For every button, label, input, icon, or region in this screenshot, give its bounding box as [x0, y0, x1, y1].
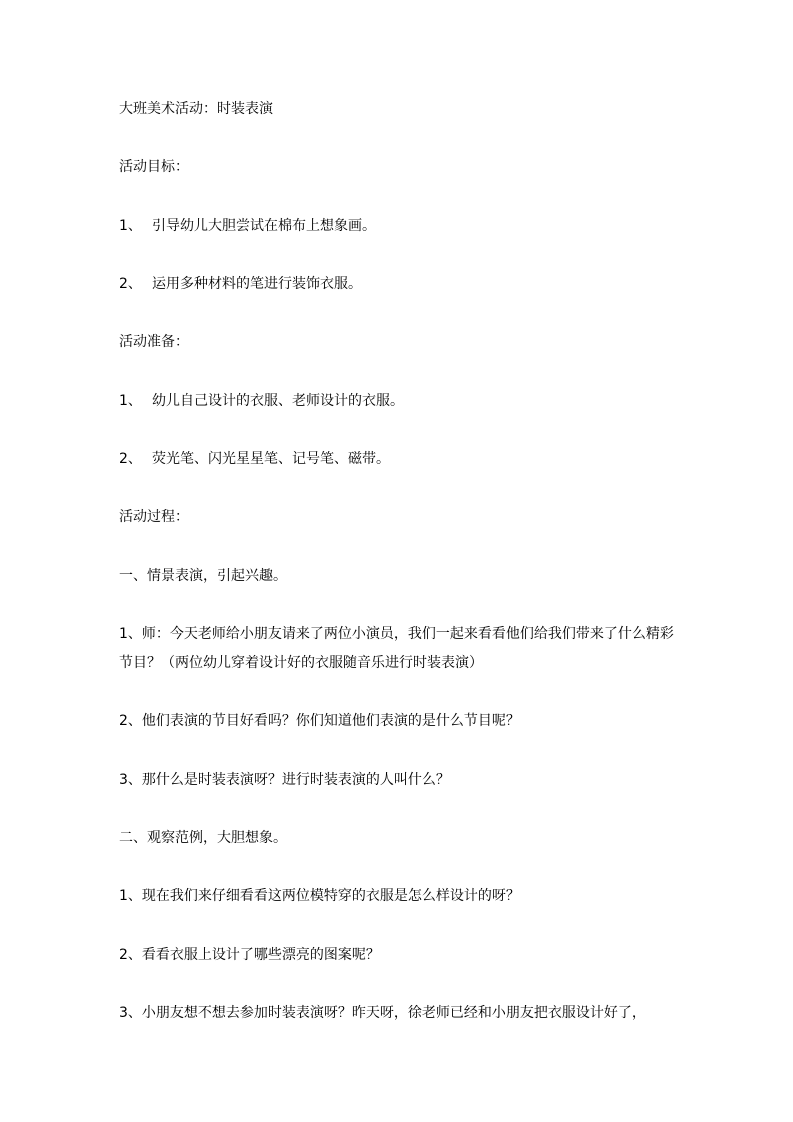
- process-item: 1、现在我们来仔细看看这两位模特穿的衣服是怎么样设计的呀？: [119, 888, 520, 904]
- goal-number: 2、: [119, 276, 142, 292]
- process-item: 3、小朋友想不想去参加时装表演呀？昨天呀，徐老师已经和小朋友把衣服设计好了，: [119, 1005, 646, 1021]
- process-item: 2、看看衣服上设计了哪些漂亮的图案呢？: [119, 947, 380, 963]
- prep-item: [119, 449, 390, 469]
- process-item: 3、那什么是时装表演呀？进行时装表演的人叫什么？: [119, 772, 450, 788]
- prep-number: 1、: [119, 393, 142, 409]
- goal-text: 运用多种材料的笔进行装饰衣服。: [152, 276, 362, 292]
- goal-number: 1、: [119, 218, 142, 234]
- section-title: 一、情景表演，引起兴趣。: [119, 568, 287, 584]
- prep-heading: 活动准备：: [119, 334, 189, 350]
- goal-item: [119, 274, 362, 294]
- document-title: 大班美术活动：时装表演: [119, 101, 273, 117]
- section-title: 二、观察范例，大胆想象。: [119, 830, 287, 846]
- process-item-continuation: 节目？（两位幼儿穿着设计好的衣服随音乐进行时装表演）: [119, 655, 483, 671]
- process-heading: 活动过程：: [119, 509, 189, 525]
- prep-text: 幼儿自己设计的衣服、老师设计的衣服。: [152, 393, 404, 409]
- process-item: 1、师：今天老师给小朋友请来了两位小演员，我们一起来看看他们给我们带来了什么精彩: [119, 626, 674, 642]
- prep-item: [119, 391, 404, 411]
- goal-item: [119, 216, 376, 236]
- process-item: 2、他们表演的节目好看吗？你们知道他们表演的是什么节目呢？: [119, 713, 520, 729]
- goal-text: 引导幼儿大胆尝试在棉布上想象画。: [152, 218, 376, 234]
- prep-number: 2、: [119, 451, 142, 467]
- prep-text: 荧光笔、闪光星星笔、记号笔、磁带。: [152, 451, 390, 467]
- goals-heading: 活动目标：: [119, 159, 189, 175]
